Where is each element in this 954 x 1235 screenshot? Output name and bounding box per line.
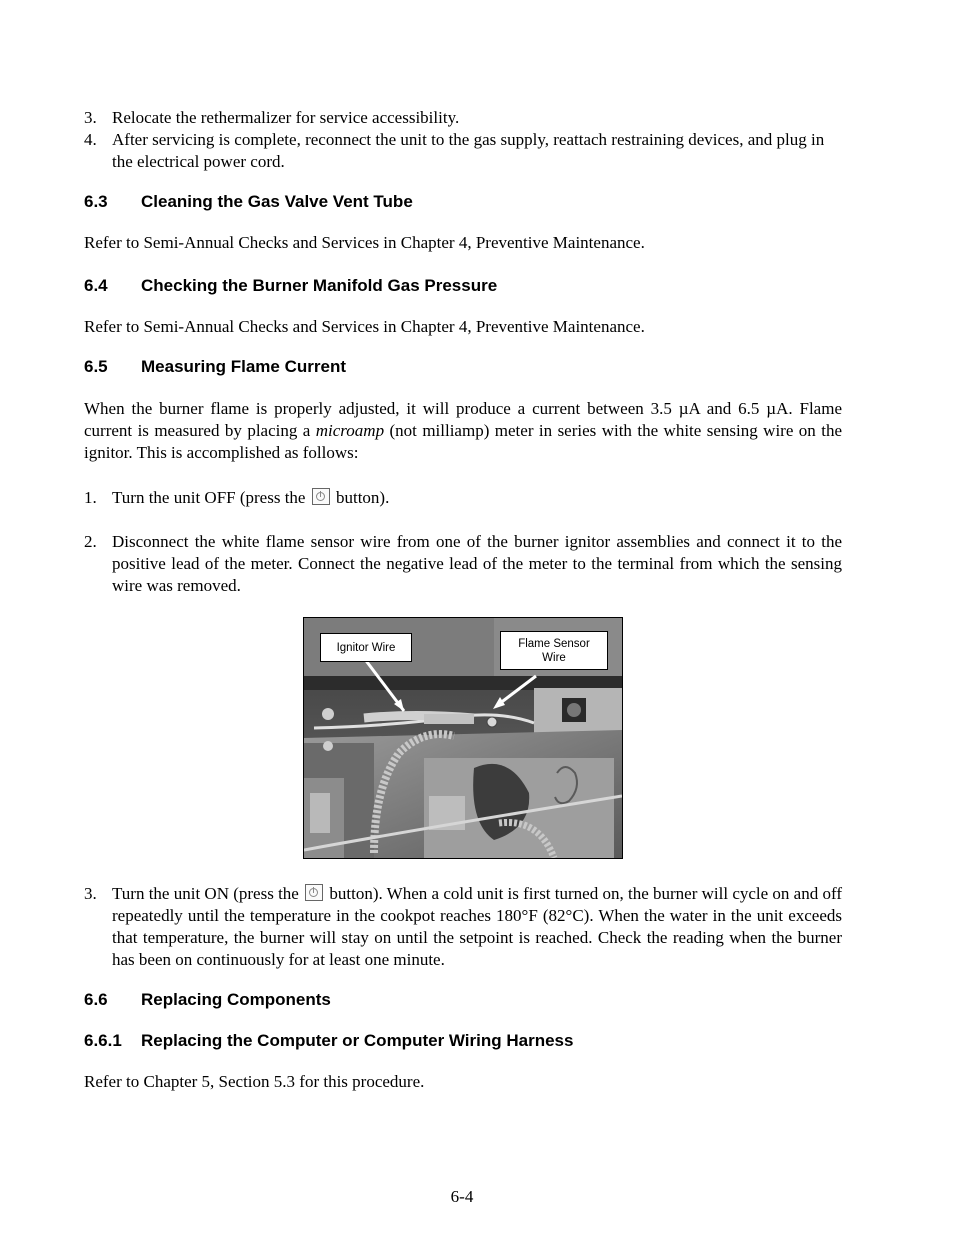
section-title: Replacing the Computer or Computer Wiring Harness	[141, 1031, 574, 1050]
list-text: After servicing is complete, reconnect the unit to the gas supply, reattach restraining devices, and plug in the electrical power cord.	[112, 130, 825, 171]
section-number: 6.3	[84, 192, 108, 211]
section-heading	[84, 191, 413, 213]
list-number: 2.	[84, 532, 97, 551]
section-heading	[84, 275, 497, 297]
list-number: 1.	[84, 488, 97, 507]
paragraph: Refer to Semi-Annual Checks and Services in Chapter 4, Preventive Maintenance.	[84, 317, 645, 336]
section-title: Measuring Flame Current	[141, 357, 346, 376]
section-number: 6.5	[84, 357, 108, 376]
list-item	[84, 883, 842, 971]
power-button-icon	[312, 488, 330, 505]
section-number: 6.4	[84, 276, 108, 295]
section-number: 6.6.1	[84, 1031, 122, 1050]
list-number: 3.	[84, 108, 97, 127]
section-heading	[84, 1030, 573, 1052]
paragraph: Refer to Chapter 5, Section 5.3 for this procedure.	[84, 1072, 425, 1091]
list-text: Relocate the rethermalizer for service accessibility.	[112, 108, 460, 127]
burner-photo	[303, 617, 623, 859]
list-text	[112, 487, 842, 509]
section-number: 6.6	[84, 990, 108, 1009]
list-number: 3.	[84, 884, 97, 903]
intro-text: (not milliamp) meter in series with the white sensing wire on the ignitor. This is accomplished as follows:	[84, 421, 842, 462]
section-title: Cleaning the Gas Valve Vent Tube	[141, 192, 413, 211]
list-number: 4.	[84, 130, 97, 149]
emphasis-text: microamp	[315, 421, 385, 440]
section-heading	[84, 356, 346, 378]
step-text: Turn the unit ON (press the	[112, 884, 304, 903]
callout-ignitor-wire: Ignitor Wire	[320, 633, 412, 662]
callout-flame-sensor-wire: Flame Sensor Wire	[500, 631, 608, 670]
list-item	[84, 129, 842, 173]
step-text: Turn the unit OFF (press the	[112, 488, 310, 507]
intro-text: When the burner flame is properly adjusted, it will produce a current between 3.5 µA and 6.5 µA. Flame current is measured by placing a	[84, 399, 842, 440]
page-number: 6-4	[450, 1187, 474, 1206]
section-title: Checking the Burner Manifold Gas Pressure	[141, 276, 498, 295]
step-text: button).	[331, 488, 390, 507]
step-text: button). When a cold unit is first turned on, the burner will cycle on and off repeatedly until the temperature in the cookpot reaches 180°F (82°C). When the water in the unit exceeds that temperature, the burner will stay on until the setpoint is reached. Check the reading when the burner has been on continuously for at least one minute.	[112, 884, 842, 969]
list-item	[84, 107, 842, 129]
power-button-icon	[305, 884, 323, 901]
paragraph	[84, 398, 842, 464]
section-title: Replacing Components	[141, 990, 331, 1009]
list-text: Disconnect the white flame sensor wire from one of the burner ignitor assemblies and connect it to the positive lead of the meter. Connect the negative lead of the meter to the terminal from which the sensing wire was removed.	[112, 532, 842, 595]
section-heading	[84, 989, 331, 1011]
list-item	[84, 531, 842, 597]
list-text	[112, 883, 842, 971]
paragraph: Refer to Semi-Annual Checks and Services in Chapter 4, Preventive Maintenance.	[84, 233, 645, 252]
list-item	[84, 487, 842, 509]
